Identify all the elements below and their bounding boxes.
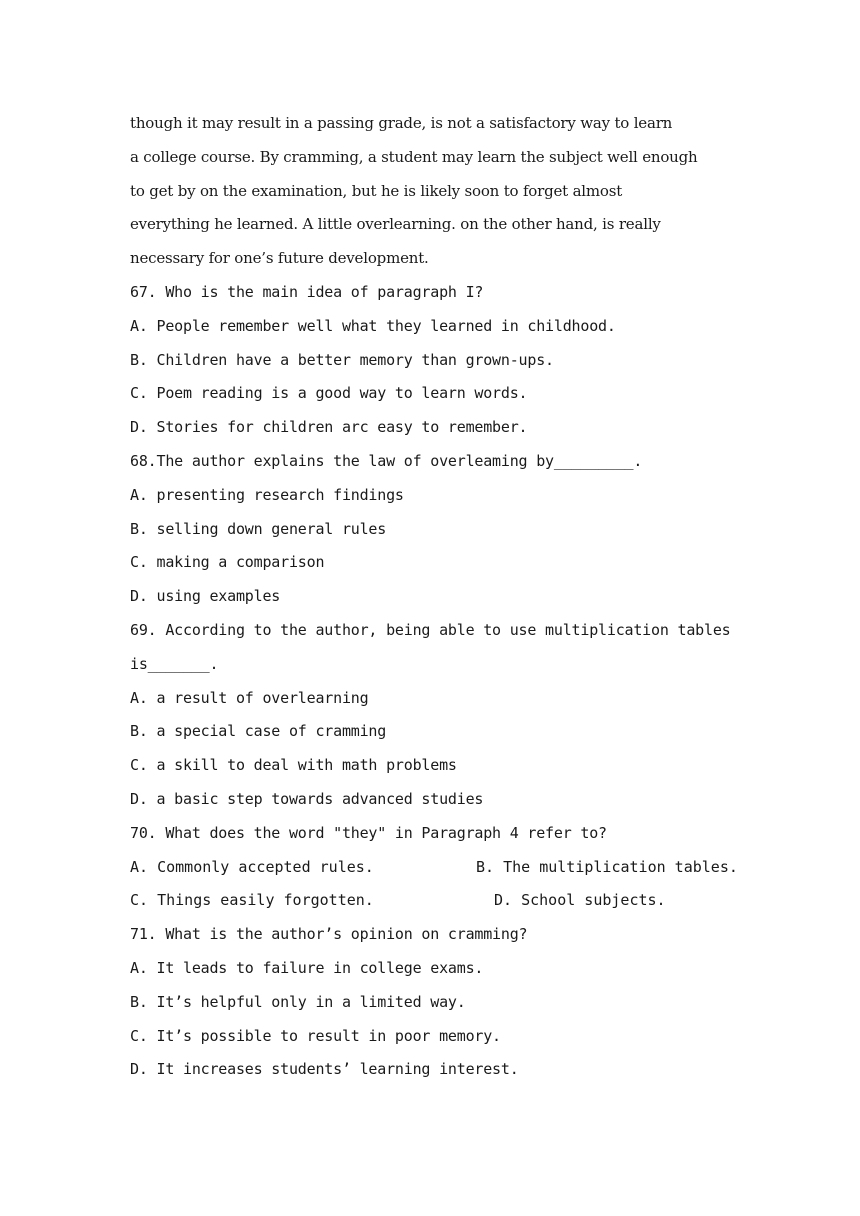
exam-content [130, 107, 740, 1087]
option-c: C. Things easily forgotten. [130, 891, 374, 910]
option-a: A. Commonly accepted rules. [130, 857, 374, 876]
option-d: D. a basic step towards advanced studies [130, 789, 484, 808]
option-d: D. It increases students’ learning interest. [130, 1060, 519, 1079]
passage-line: a college course. By cramming, a student may learn the subject well enough [130, 147, 698, 166]
question-stem: 68.The author explains the law of overleaming by_________. [130, 451, 643, 470]
option-d: D. using examples [130, 587, 281, 606]
reading-passage-end [130, 107, 740, 276]
option-c: C. making a comparison [130, 553, 325, 572]
question-stem: 69. According to the author, being able to use multiplication tables [130, 620, 731, 639]
option-d: D. School subjects. [494, 891, 666, 910]
option-d: D. Stories for children arc easy to remember. [130, 418, 528, 437]
question-stem: 70. What does the word "they" in Paragraph 4 refer to? [130, 823, 607, 842]
option-a: A. presenting research findings [130, 485, 404, 504]
option-c: C. Poem reading is a good way to learn words. [130, 384, 528, 403]
option-b: B. a special case of cramming [130, 722, 387, 741]
question-71 [130, 918, 740, 1087]
question-67 [130, 276, 740, 445]
question-stem: 71. What is the author’s opinion on cramming? [130, 925, 528, 944]
question-68 [130, 445, 740, 614]
option-a: A. People remember well what they learned in childhood. [130, 316, 616, 335]
passage-line: though it may result in a passing grade, is not a satisfactory way to learn [130, 114, 673, 132]
passage-line: to get by on the examination, but he is likely soon to forget almost [130, 181, 623, 200]
option-row [130, 884, 740, 918]
question-stem: 67. Who is the main idea of paragraph I? [130, 282, 484, 301]
option-b: B. selling down general rules [130, 519, 387, 538]
passage-line: necessary for one’s future development. [130, 249, 429, 268]
question-stem-continued: is_______. [130, 654, 219, 673]
option-a: A. It leads to failure in college exams. [130, 958, 484, 977]
option-a: A. a result of overlearning [130, 688, 369, 707]
option-row [130, 851, 740, 885]
option-b: B. Children have a better memory than grown-ups. [130, 350, 554, 369]
option-c: C. It’s possible to result in poor memory. [130, 1026, 501, 1045]
passage-line: everything he learned. A little overlearning. on the other hand, is really [130, 215, 661, 234]
option-c: C. a skill to deal with math problems [130, 756, 457, 775]
option-b: B. The multiplication tables. [476, 857, 738, 876]
question-70 [130, 817, 740, 918]
question-69 [130, 614, 740, 817]
option-b: B. It’s helpful only in a limited way. [130, 992, 466, 1011]
